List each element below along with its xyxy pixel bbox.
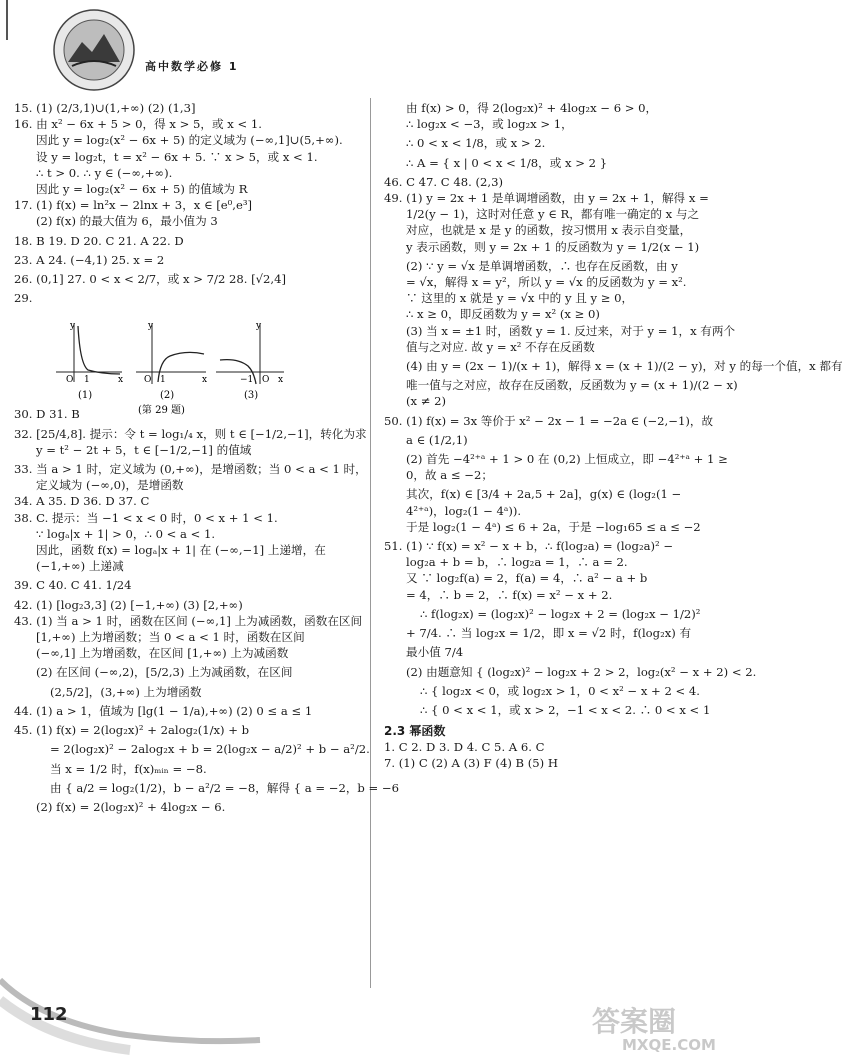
graph-2-origin: O xyxy=(144,375,152,385)
answer-line: y 表示函数，则 y = 2x + 1 的反函数为 y = 1/2(x − 1) xyxy=(406,239,700,254)
graph-1-y-axis-label: y xyxy=(70,321,76,331)
answer-line: 因此，函数 f(x) = logₐ|x + 1| 在 (−∞,−1] 上递增，在 xyxy=(36,543,326,558)
answer-block-30-45 xyxy=(14,406,400,815)
answer-line: 38. C. 提示：当 −1 < x < 0 时，0 < x + 1 < 1. xyxy=(14,510,278,525)
graph-3-y-axis-label: y xyxy=(256,321,262,331)
answer-line: (−∞,1] 上为增函数，在区间 [1,+∞) 上为减函数 xyxy=(36,646,289,661)
binding-edge xyxy=(6,0,8,40)
answer-line: 又 ∵ log₂f(a) = 2，f(a) = 4，∴ a² − a + b xyxy=(406,571,648,586)
answer-line: 定义域为 (−∞,0)，是增函数 xyxy=(36,478,184,493)
right-column xyxy=(384,100,843,772)
answer-line: 30. D 31. B xyxy=(14,407,80,422)
answer-line: 最小值 7/4 xyxy=(406,645,464,660)
answer-line: (4) 由 y = (2x − 1)/(x + 1)，解得 x = (x + 1)/(2 − y)，对 y 的每一个值，x 都有 xyxy=(406,359,843,374)
watermark-logo: 答案圈 xyxy=(592,1005,677,1038)
section-answers-1: 1. C 2. D 3. D 4. C 5. A 6. C xyxy=(384,740,545,755)
answer-line: 33. 当 a > 1 时，定义域为 (0,+∞)，是增函数；当 0 < a < 1 时， xyxy=(14,462,367,477)
answer-line: = 2(log₂x)² − 2alog₂x + b = 2(log₂x − a/2)² + b − a²/2. xyxy=(50,742,370,757)
answer-line: 0，故 a ≤ −2； xyxy=(406,468,493,483)
answer-line: 17. (1) f(x) = ln²x − 2lnx + 3，x ∈ [e⁰,e³] xyxy=(14,198,253,213)
answer-line: ∴ log₂x < −3，或 log₂x > 1， xyxy=(406,117,573,132)
graph-1-label: (1) xyxy=(78,390,93,401)
answer-line: 其次，f(x) ∈ [3/4 + 2a,5 + 2a]，g(x) ∈ (log₂(1 − xyxy=(406,487,682,502)
graph-2 xyxy=(136,321,207,401)
answer-line: (−1,+∞) 上递减 xyxy=(36,559,124,574)
answer-line: 对应，也就是 x 是 y 的函数，按习惯用 x 表示自变量， xyxy=(406,223,692,238)
answer-line: ∴ { 0 < x < 1，或 x > 2，−1 < x < 2. ∴ 0 < x < 1 xyxy=(420,702,711,717)
graph-caption: (第 29 题) xyxy=(138,405,185,416)
answer-line: 49. (1) y = 2x + 1 是单调增函数，由 y = 2x + 1，解得 x = xyxy=(384,191,709,206)
graph-2-x-axis-label: x xyxy=(202,375,208,385)
answer-line: ∵ 这里的 x 就是 y = √x 中的 y 且 y ≥ 0， xyxy=(406,291,634,306)
answer-line: 4²⁺ᵃ)，log₂(1 − 4ᵃ)). xyxy=(406,503,522,518)
answer-line: ∴ { log₂x < 0，或 log₂x > 1，0 < x² − x + 2 < 4. xyxy=(420,683,700,698)
graph-3-origin: O xyxy=(262,375,270,385)
graph-3-tick: −1 xyxy=(240,375,254,385)
answer-line: (2) 在区间 (−∞,2)，[5/2,3) 上为减函数，在区间 xyxy=(36,665,293,680)
problem-29-graphs xyxy=(48,320,288,416)
answer-line: (2,5/2]，(3,+∞) 上为增函数 xyxy=(50,684,202,699)
answer-line: 42. (1) [log₂3,3] (2) [−1,+∞) (3) [2,+∞) xyxy=(14,597,243,612)
answer-block-45-51 xyxy=(384,100,843,718)
answer-line: (x ≠ 2) xyxy=(406,394,447,409)
answer-line: ∴ 0 < x < 1/8，或 x > 2. xyxy=(406,136,546,151)
answer-line: ∴ A = { x | 0 < x < 1/8，或 x > 2 } xyxy=(406,155,608,170)
answer-line: 34. A 35. D 36. D 37. C xyxy=(14,494,150,509)
graph-2-y-axis-label: y xyxy=(148,321,154,331)
book-title: 高中数学必修 1 xyxy=(145,60,239,73)
graph-1 xyxy=(56,321,123,401)
answer-line: 15. (1) (2/3,1)∪(1,+∞) (2) (1,3] xyxy=(14,101,196,115)
answer-line: log₂a + b = b，∴ log₂a = 1，∴ a = 2. xyxy=(406,555,628,570)
answer-line: 32. [25/4,8]. 提示：令 t = log₁/₄ x，则 t ∈ [−1/2,−1]，转化为求 xyxy=(14,426,367,441)
answer-line: a ∈ (1/2,1) xyxy=(406,432,468,447)
graph-3 xyxy=(216,321,284,401)
answer-line: 唯一值与之对应，故存在反函数，反函数为 y = (x + 1)/(2 − x) xyxy=(406,378,738,393)
answer-line: 值与之对应. 故 y = x² 不存在反函数 xyxy=(406,339,595,354)
watermark-url: MXQE.COM xyxy=(622,1036,716,1054)
graph-1-origin: O xyxy=(66,375,74,385)
answer-line: 43. (1) 当 a > 1 时，函数在区间 (−∞,1] 上为减函数，函数在区间 xyxy=(14,613,363,628)
page-number: 112 xyxy=(30,1004,68,1025)
answer-line: 1/2(y − 1)，这时对任意 y ∈ R，都有唯一确定的 x 与之 xyxy=(406,207,700,222)
answer-line: 46. C 47. C 48. (2,3) xyxy=(384,174,503,189)
answer-line: (2) ∵ y = √x 是单调增函数，∴ 也存在反函数，由 y xyxy=(406,258,678,273)
answer-line: 23. A 24. (−4,1) 25. x = 2 xyxy=(14,252,165,267)
answer-line: + 7/4. ∴ 当 log₂x = 1/2，即 x = √2 时，f(log₂x) 有 xyxy=(406,626,692,641)
graph-2-tick: 1 xyxy=(160,375,166,385)
answer-line: 16. 由 x² − 6x + 5 > 0，得 x > 5，或 x < 1. xyxy=(14,117,262,132)
graph-1-tick: 1 xyxy=(84,375,90,385)
answer-line: 26. (0,1] 27. 0 < x < 2/7，或 x > 7/2 28. [√2,4] xyxy=(14,272,286,287)
answer-line: (2) 首先 −4²⁺ᵃ + 1 > 0 在 (0,2) 上恒成立，即 −4²⁺ᵃ + 1 ≥ xyxy=(406,452,728,467)
graph-3-label: (3) xyxy=(244,390,259,401)
answer-line: 39. C 40. C 41. 1/24 xyxy=(14,578,132,593)
section-title: 2.3 幂函数 xyxy=(384,724,446,739)
answer-line: 当 x = 1/2 时，f(x)ₘᵢₙ = −8. xyxy=(50,761,207,776)
answer-line: (2) f(x) 的最大值为 6，最小值为 3 xyxy=(36,214,218,229)
answer-line: (3) 当 x = ±1 时，函数 y = 1. 反过来，对于 y = 1，x 有两个 xyxy=(406,323,736,338)
answer-line: 于是 log₂(1 − 4ᵃ) ≤ 6 + 2a，于是 −log₁65 ≤ a ≤ −2 xyxy=(406,519,701,534)
answer-line: = √x，解得 x = y²，所以 y = √x 的反函数为 y = x². xyxy=(406,275,687,290)
answer-line: 45. (1) f(x) = 2(log₂x)² + 2alog₂(1/x) + b xyxy=(14,723,250,738)
answer-line: 50. (1) f(x) = 3x 等价于 x² − 2x − 1 = −2a ∈ (−2,−1)，故 xyxy=(384,413,714,428)
answer-line: ∴ x ≥ 0，即反函数为 y = x² (x ≥ 0) xyxy=(406,307,600,322)
publisher-logo-icon xyxy=(52,8,136,92)
answer-line: 设 y = log₂t，t = x² − 6x + 5. ∵ x > 5，或 x < 1. xyxy=(36,149,318,164)
section-answers-2: 7. (1) C (2) A (3) F (4) B (5) H xyxy=(384,756,558,771)
answer-block-15-29 xyxy=(14,100,354,306)
answer-line: 29. xyxy=(14,291,33,306)
answer-line: 因此 y = log₂(x² − 6x + 5) 的定义域为 (−∞,1]∪(5,+∞). xyxy=(36,133,343,148)
graph-2-label: (2) xyxy=(160,390,175,401)
answer-line: 因此 y = log₂(x² − 6x + 5) 的值域为 R xyxy=(36,182,248,197)
answer-line: = 4，∴ b = 2，∴ f(x) = x² − x + 2. xyxy=(406,587,613,602)
answer-line: (2) 由题意知 { (log₂x)² − log₂x + 2 > 2，log₂(x² − x + 2) < 2. xyxy=(406,664,757,679)
answer-line: 44. (1) a > 1，值域为 [lg(1 − 1/a),+∞) (2) 0 ≤ a ≤ 1 xyxy=(14,703,313,718)
answer-line: 由 { a/2 = log₂(1/2)，b − a²/2 = −8，解得 { a = −2，b = −6 xyxy=(50,780,400,795)
answer-line: (2) f(x) = 2(log₂x)² + 4log₂x − 6. xyxy=(36,799,226,814)
graph-3-x-axis-label: x xyxy=(278,375,284,385)
answer-line: y = t² − 2t + 5，t ∈ [−1/2,−1] 的值域 xyxy=(36,442,252,457)
answer-line: ∴ t > 0. ∴ y ∈ (−∞,+∞). xyxy=(36,165,173,180)
answer-line: 51. (1) ∵ f(x) = x² − x + b，∴ f(log₂a) = (log₂a)² − xyxy=(384,539,674,554)
answer-line: 由 f(x) > 0，得 2(log₂x)² + 4log₂x − 6 > 0， xyxy=(406,101,658,115)
answer-line: 18. B 19. D 20. C 21. A 22. D xyxy=(14,233,184,248)
column-divider xyxy=(370,98,371,988)
answer-line: ∵ logₐ|x + 1| > 0，∴ 0 < a < 1. xyxy=(36,526,216,541)
left-column xyxy=(14,100,400,815)
answer-line: [1,+∞) 上为增函数；当 0 < a < 1 时，函数在区间 xyxy=(36,630,305,645)
graph-1-x-axis-label: x xyxy=(118,375,124,385)
answer-line: ∴ f(log₂x) = (log₂x)² − log₂x + 2 = (log₂x − 1/2)² xyxy=(420,606,701,621)
